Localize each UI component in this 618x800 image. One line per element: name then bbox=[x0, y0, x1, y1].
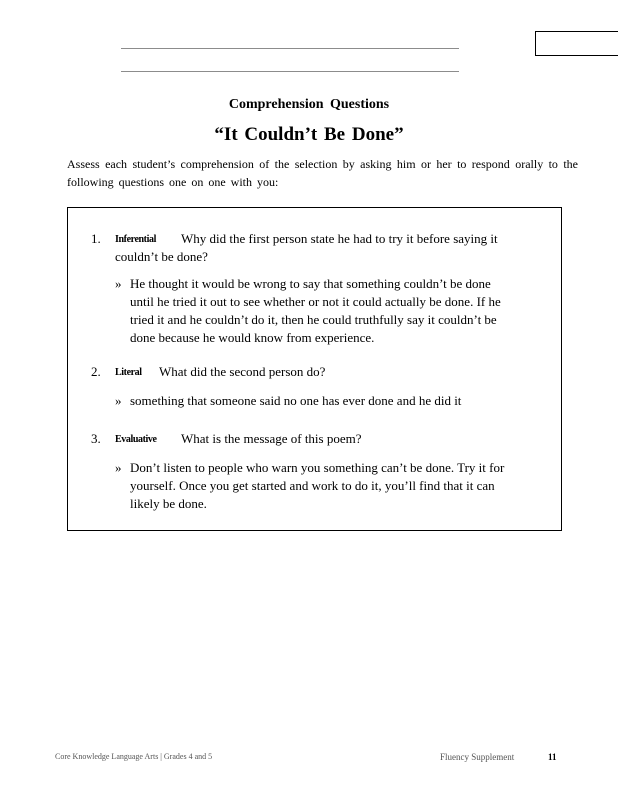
question-number: 2. bbox=[91, 364, 101, 379]
question-type-label: Evaluative bbox=[115, 434, 157, 445]
question-number: 1. bbox=[91, 231, 101, 246]
answer-line: until he tried it out to see whether or not it could actually be done. If he bbox=[130, 294, 501, 309]
bullet-icon: » bbox=[115, 460, 122, 475]
page-title: “It Couldn’t Be Done” bbox=[214, 124, 404, 145]
name-line bbox=[121, 48, 459, 49]
answer-line: tried it and he couldn’t do it, then he could truthfully say it couldn’t be bbox=[130, 312, 497, 327]
question-type-label: Literal bbox=[115, 367, 142, 378]
question-number: 3. bbox=[91, 431, 101, 446]
footer-section: Fluency Supplement bbox=[440, 752, 515, 762]
questions-box bbox=[67, 207, 562, 531]
question-text: What is the message of this poem? bbox=[181, 431, 362, 446]
question-text: What did the second person do? bbox=[159, 364, 326, 379]
answer-line: Don’t listen to people who warn you something can’t be done. Try it for bbox=[130, 460, 505, 475]
instructions-paragraph: Assess each student’s comprehension of the selection by asking him or her to respond orally to the following questions one on one with you: bbox=[67, 157, 578, 189]
footer-publisher: Core Knowledge Language Arts | Grades 4 and 5 bbox=[55, 752, 213, 761]
question-text: Why did the first person state he had to try it before saying it bbox=[181, 231, 498, 246]
page-number: 11 bbox=[548, 752, 557, 762]
bullet-icon: » bbox=[115, 276, 122, 291]
answer-line: done because he would know from experience. bbox=[130, 330, 375, 345]
answer-line: yourself. Once you get started and work to do it, you’ll find that it can bbox=[130, 478, 495, 493]
answer-line: something that someone said no one has ever done and he did it bbox=[130, 393, 462, 408]
date-line bbox=[121, 71, 459, 72]
score-box bbox=[535, 31, 618, 56]
answer-line: He thought it would be wrong to say that something couldn’t be done bbox=[130, 276, 491, 291]
question-type-label: Inferential bbox=[115, 234, 156, 245]
section-heading: Comprehension Questions bbox=[228, 97, 390, 112]
question-text-continued: couldn’t be done? bbox=[115, 249, 208, 264]
answer-line: likely be done. bbox=[130, 496, 207, 511]
bullet-icon: » bbox=[115, 393, 122, 408]
